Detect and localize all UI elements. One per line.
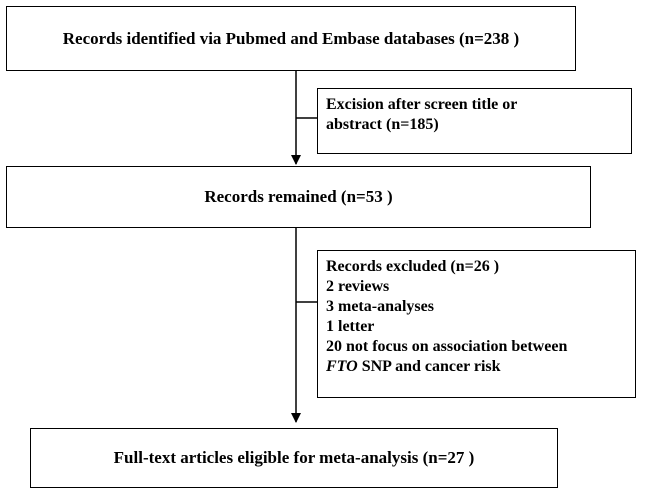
records-remained-text: Records remained (n=53 ) bbox=[204, 187, 393, 206]
excluded-line-4: 1 letter bbox=[326, 318, 375, 335]
box-records-remained bbox=[6, 166, 591, 228]
excluded-line-5: 20 not focus on association between bbox=[326, 338, 568, 355]
excision-line-1: Excision after screen title or bbox=[326, 96, 518, 113]
fto-gene-name: FTO bbox=[326, 358, 358, 375]
box-full-text-eligible bbox=[30, 428, 558, 488]
box-records-excluded bbox=[317, 250, 636, 398]
box-records-identified bbox=[6, 6, 576, 71]
box-excision bbox=[317, 88, 632, 154]
excluded-line-6-rest: SNP and cancer risk bbox=[357, 358, 501, 375]
records-identified-text: Records identified via Pubmed and Embase databases (n=238 ) bbox=[62, 28, 520, 48]
excluded-line-6 bbox=[326, 357, 627, 377]
excluded-line-1: Records excluded (n=26 ) bbox=[326, 258, 500, 275]
excision-line-2: abstract (n=185) bbox=[326, 116, 439, 133]
excluded-line-2: 2 reviews bbox=[326, 278, 390, 295]
excluded-line-3: 3 meta-analyses bbox=[326, 298, 434, 315]
full-text-eligible-text: Full-text articles eligible for meta-analysis (n=27 ) bbox=[113, 448, 475, 467]
